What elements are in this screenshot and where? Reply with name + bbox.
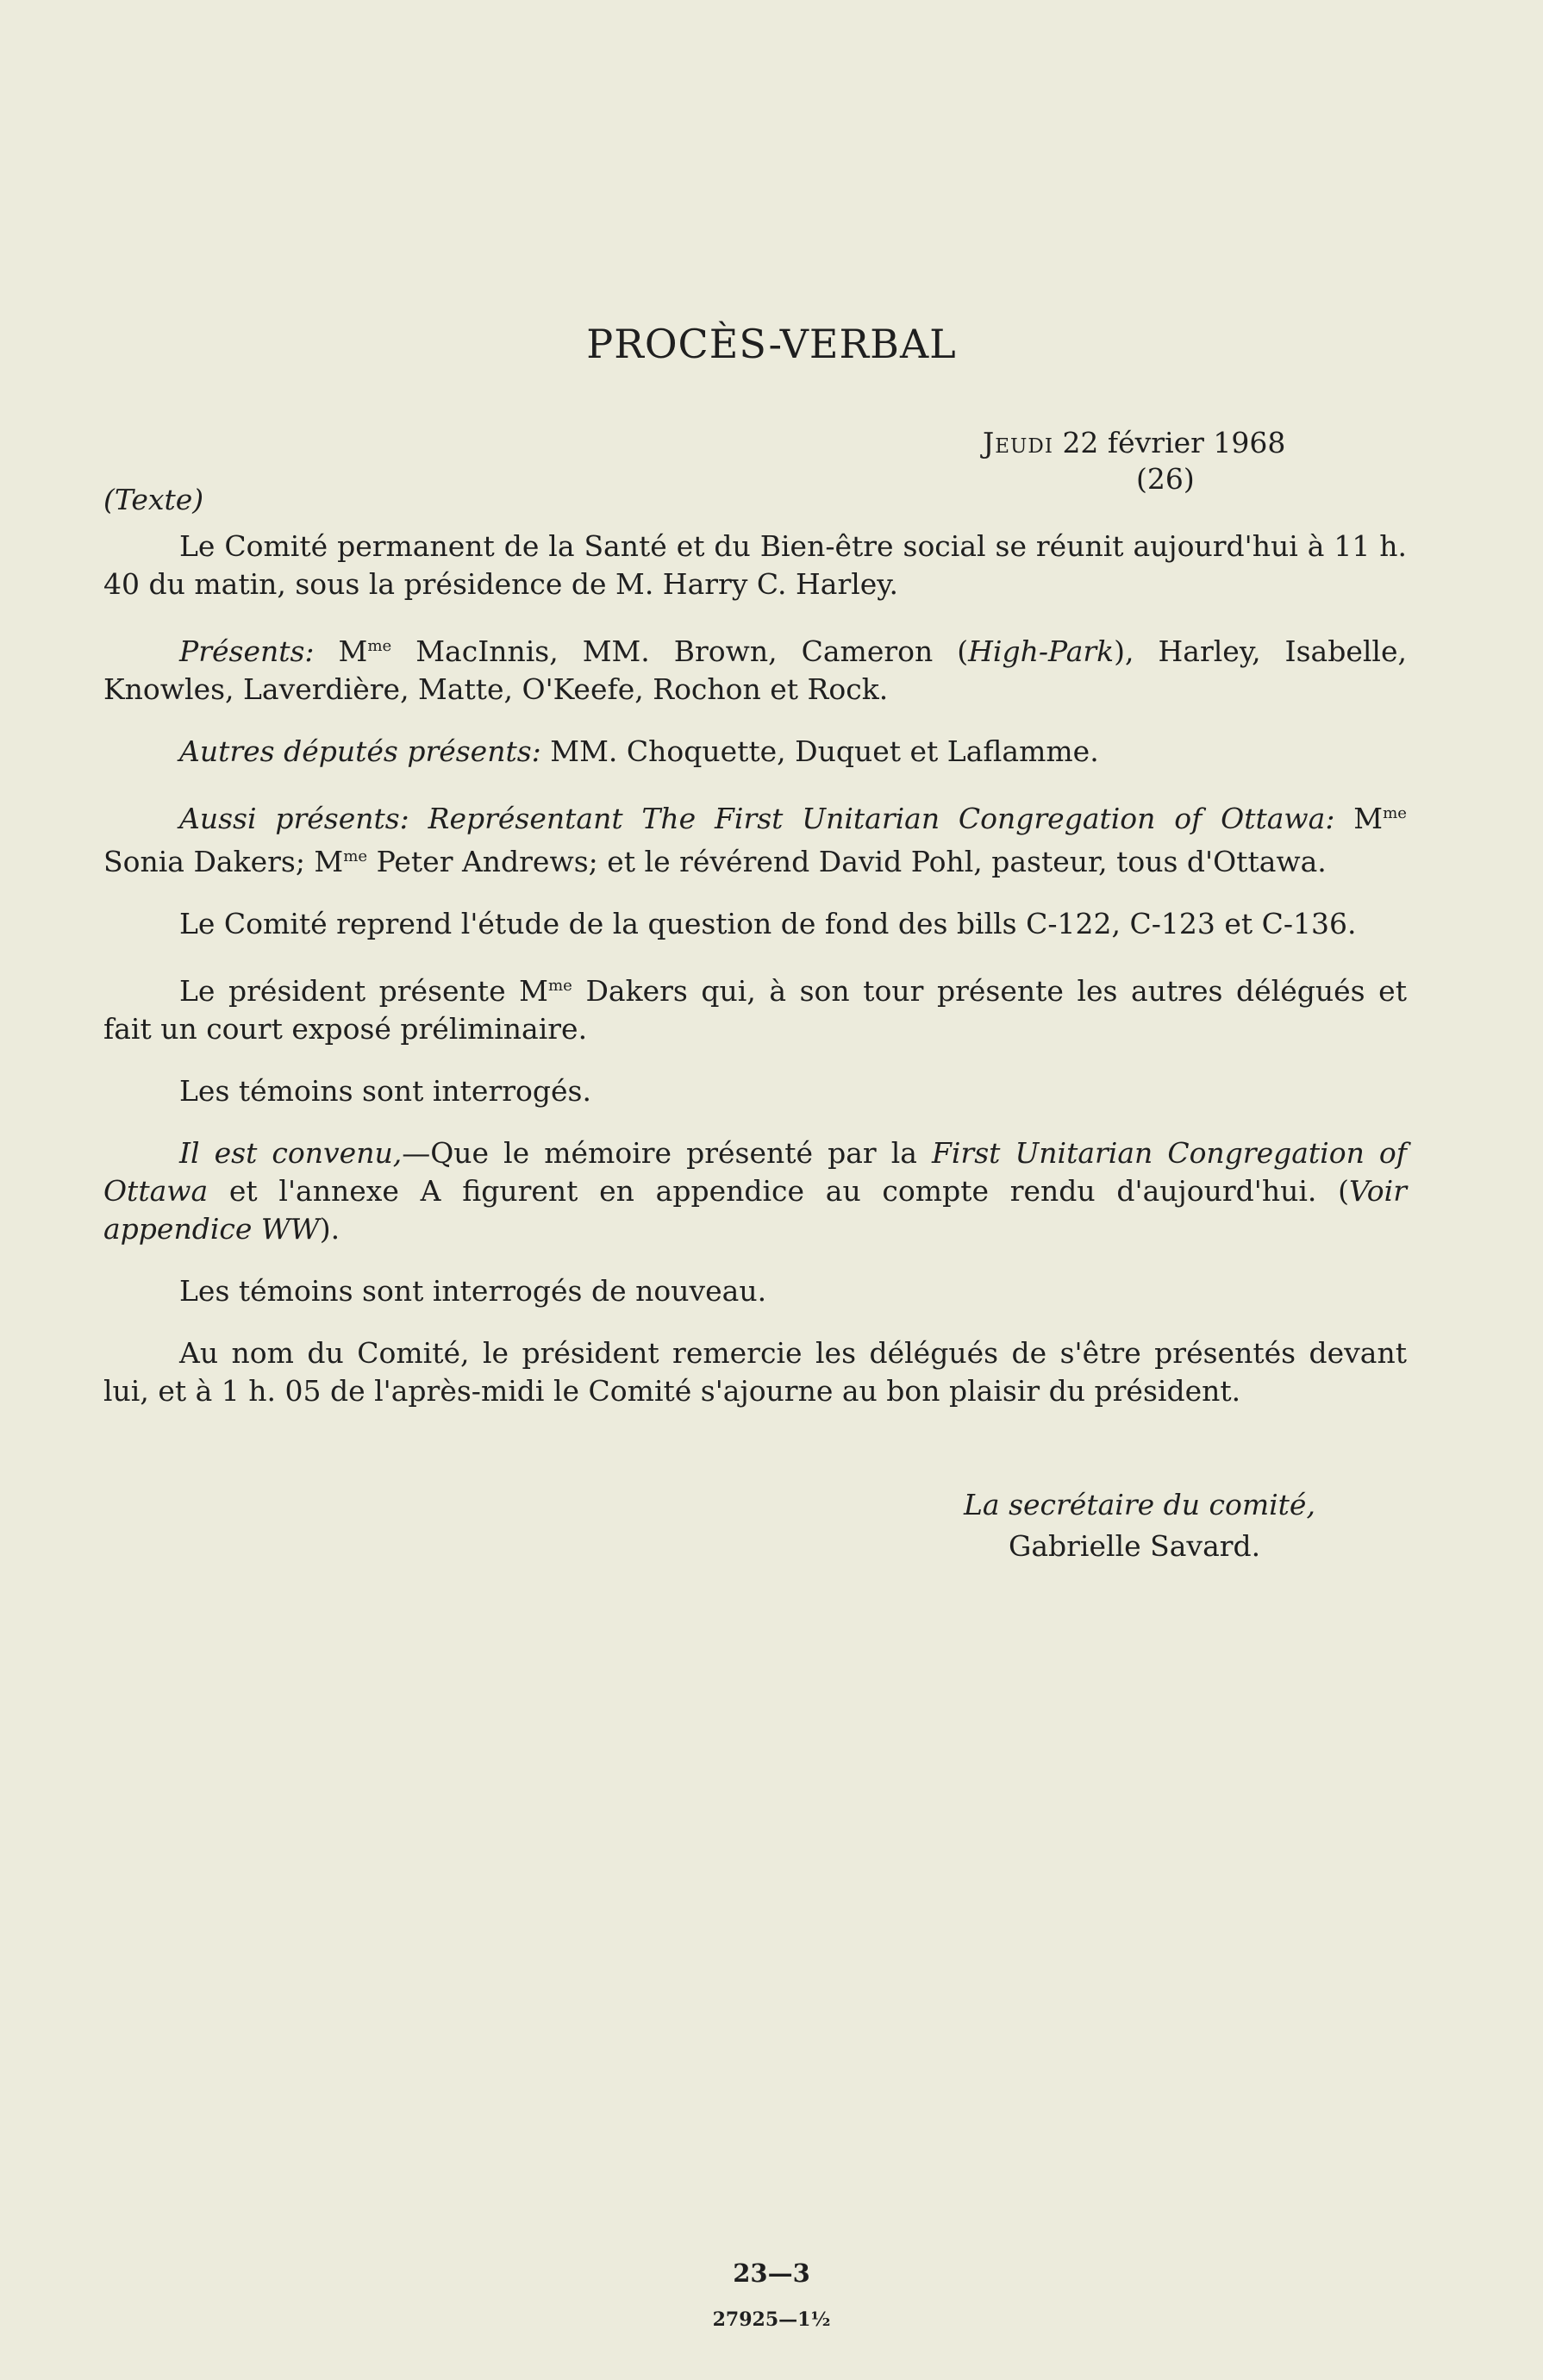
paragraph-agreed — [103, 1134, 1407, 1248]
paragraph-bills: Le Comité reprend l'étude de la question de fond des bills C-122, C-123 et C-136. — [179, 907, 1357, 940]
paragraph-introduction — [103, 967, 1407, 1048]
agreed-text: —Que le mémoire présenté par la — [402, 1136, 932, 1170]
also-present-text: Sonia Dakers; M — [103, 845, 344, 878]
present-text: MacInnis, MM. Brown, Cameron ( — [391, 634, 969, 668]
riding-name: High-Park — [968, 634, 1115, 668]
title-sup: me — [1383, 804, 1408, 822]
text-label: (Texte) — [103, 483, 204, 516]
print-code: 27925—1½ — [712, 2308, 831, 2331]
date-value: 22 février 1968 — [1062, 426, 1286, 459]
intro-text-rest: Dakers qui, à son tour présente les autres délégués et fait un court exposé préliminaire. — [103, 974, 1407, 1046]
other-members-label: Autres députés présents: — [179, 734, 541, 768]
paragraph-present — [103, 628, 1407, 709]
congregation-name: First Unitarian Congregation of Ottawa — [103, 1136, 1407, 1208]
title-sup: me — [343, 847, 368, 865]
signature-role: La secrétaire du comité, — [964, 1488, 1315, 1521]
title-sup: me — [367, 637, 392, 655]
meeting-number: (26) — [1136, 462, 1195, 496]
paragraph-also-present — [103, 795, 1407, 881]
agreed-text-end: ). — [319, 1212, 340, 1246]
date-day: Jeudi — [983, 426, 1053, 459]
paragraph-questioned: Les témoins sont interrogés. — [179, 1074, 591, 1108]
intro-text: Le président présente M — [179, 974, 548, 1008]
page-title: PROCÈS-VERBAL — [586, 321, 957, 367]
also-present-label: Aussi présents: Représentant The First Unitarian Congregation of Ottawa: — [179, 802, 1335, 835]
present-label: Présents: — [179, 634, 315, 668]
title-sup: me — [547, 977, 572, 995]
appendix-ref: Voir appendice WW — [103, 1174, 1407, 1246]
agreed-text-mid: et l'annexe A figurent en appendice au compte rendu d'aujourd'hui. ( — [208, 1174, 1349, 1208]
meeting-date — [983, 426, 1285, 459]
title-abbrev: M — [1334, 802, 1384, 835]
paragraph-requestioned: Les témoins sont interrogés de nouveau. — [179, 1274, 767, 1308]
minutes-body — [103, 528, 1407, 1434]
signature-name: Gabrielle Savard. — [1009, 1529, 1261, 1563]
agreed-label: Il est convenu, — [179, 1136, 403, 1170]
paragraph-opening: Le Comité permanent de la Santé et du Bien-être social se réunit aujourd'hui à 11 h. 40 du matin, sous la présidence de M. Harry C. Harley. — [103, 529, 1407, 601]
signature-block — [964, 1484, 1315, 1567]
paragraph-other-members — [103, 733, 1407, 771]
paragraph-adjournment: Au nom du Comité, le président remercie les délégués de s'être présentés devant lui, et à 1 h. 05 de l'après-midi le Comité s'ajourne au bon plaisir du président. — [103, 1336, 1407, 1408]
present-text-rest: ), Harley, Isabelle, Knowles, Laverdière, Matte, O'Keefe, Rochon et Rock. — [103, 634, 1407, 706]
title-abbrev: M — [338, 634, 368, 668]
page-folio: 23—3 — [733, 2258, 810, 2288]
other-members-text: MM. Choquette, Duquet et Laflamme. — [540, 734, 1099, 768]
also-present-text-rest: Peter Andrews; et le révérend David Pohl, pasteur, tous d'Ottawa. — [367, 845, 1327, 878]
